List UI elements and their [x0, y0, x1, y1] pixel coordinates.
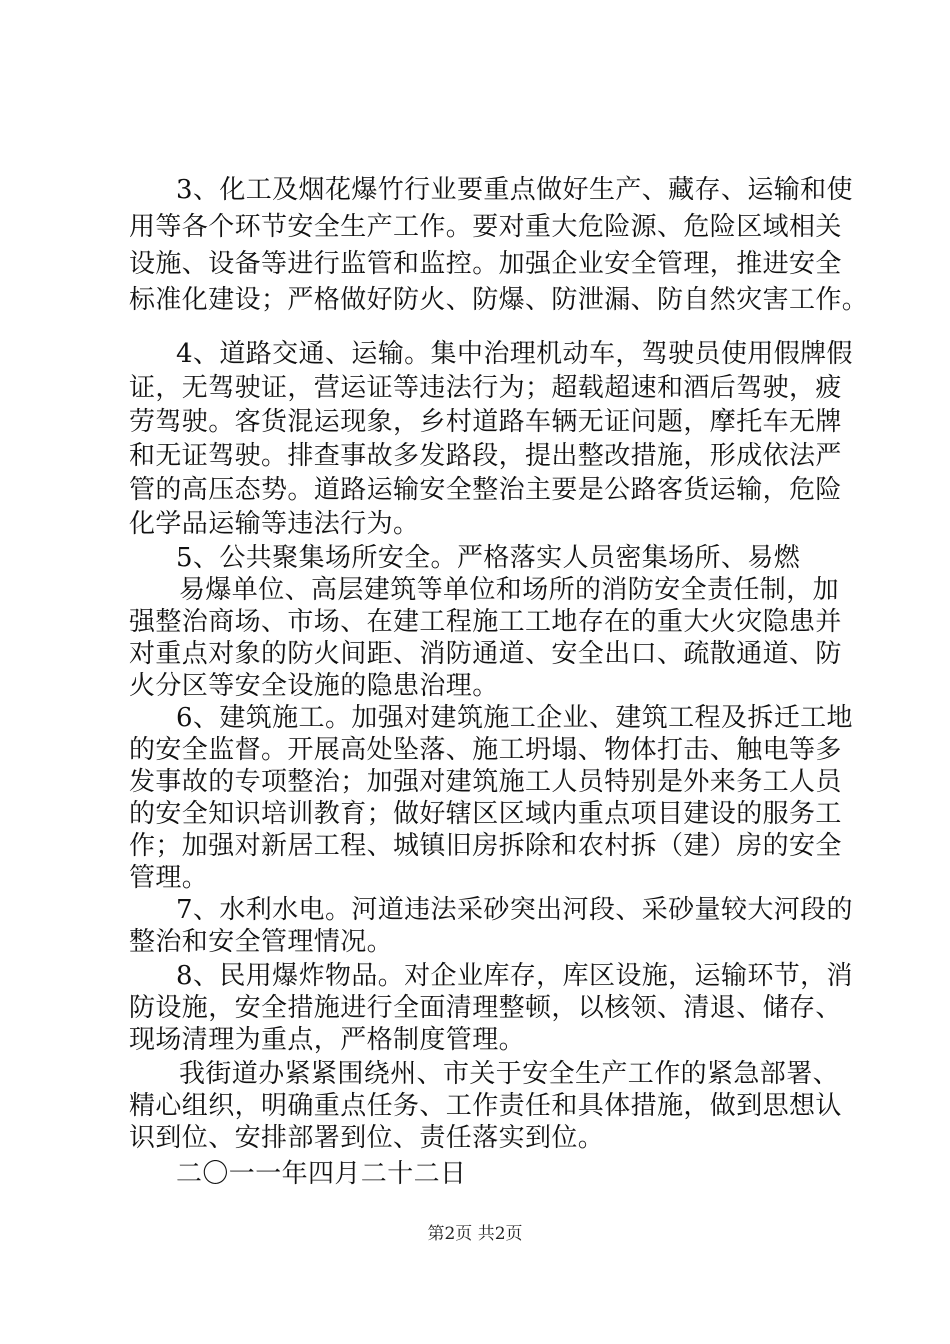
text-line: 现场清理为重点，严格制度管理。 — [129, 1025, 526, 1055]
text-line: 设施、设备等进行监管和监控。加强企业安全管理，推进安全 — [129, 249, 842, 279]
text-line: 易爆单位、高层建筑等单位和场所的消防安全责任制，加 — [179, 575, 840, 605]
text-line: 识到位、安排部署到位、责任落实到位。 — [129, 1123, 605, 1153]
text-line: 对重点对象的防火间距、消防通道、安全出口、疏散通道、防 — [129, 639, 842, 669]
text-line: 整治和安全管理情况。 — [129, 927, 394, 957]
text-line: 5、公共聚集场所安全。严格落实人员密集场所、易燃 — [176, 543, 801, 573]
text-line: 作；加强对新居工程、城镇旧房拆除和农村拆（建）房的安全 — [129, 831, 842, 861]
text-line: 的安全监督。开展高处坠落、施工坍塌、物体打击、触电等多 — [129, 735, 842, 765]
text-line: 的安全知识培训教育；做好辖区区域内重点项目建设的服务工 — [129, 799, 842, 829]
page-number-footer: 第2页 共2页 — [427, 1224, 523, 1244]
text-line: 我街道办紧紧围绕州、市关于安全生产工作的紧急部署、 — [179, 1059, 840, 1089]
text-line: 7、水利水电。河道违法采砂突出河段、采砂量较大河段的 — [176, 895, 853, 925]
text-line: 3、化工及烟花爆竹行业要重点做好生产、藏存、运输和使 — [176, 175, 853, 205]
text-line: 用等各个环节安全生产工作。要对重大危险源、危险区域相关 — [129, 212, 842, 242]
text-line: 6、建筑施工。加强对建筑施工企业、建筑工程及拆迁工地 — [176, 703, 853, 733]
text-line: 管的高压态势。道路运输安全整治主要是公路客货运输，危险 — [129, 475, 842, 505]
text-line: 8、民用爆炸物品。对企业库存，库区设施，运输环节，消 — [176, 961, 853, 991]
text-line: 4、道路交通、运输。集中治理机动车，驾驶员使用假牌假 — [176, 339, 853, 369]
text-line: 防设施，安全措施进行全面清理整顿，以核领、清退、储存、 — [129, 993, 842, 1023]
text-line: 管理。 — [129, 863, 209, 893]
text-line: 证，无驾驶证，营运证等违法行为；超载超速和酒后驾驶，疲 — [129, 373, 842, 403]
signature-date: 二〇一一年四月二十二日 — [176, 1159, 467, 1189]
text-line: 强整治商场、市场、在建工程施工工地存在的重大火灾隐患并 — [129, 607, 842, 637]
text-line: 化学品运输等违法行为。 — [129, 509, 420, 539]
text-line: 精心组织，明确重点任务、工作责任和具体措施，做到思想认 — [129, 1091, 842, 1121]
text-line: 发事故的专项整治；加强对建筑施工人员特别是外来务工人员 — [129, 767, 842, 797]
text-line: 和无证驾驶。排查事故多发路段，提出整改措施，形成依法严 — [129, 441, 842, 471]
text-line: 标准化建设；严格做好防火、防爆、防泄漏、防自然灾害工作。 — [129, 285, 869, 315]
text-line: 劳驾驶。客货混运现象，乡村道路车辆无证问题，摩托车无牌 — [129, 407, 842, 437]
text-line: 火分区等安全设施的隐患治理。 — [129, 671, 499, 701]
